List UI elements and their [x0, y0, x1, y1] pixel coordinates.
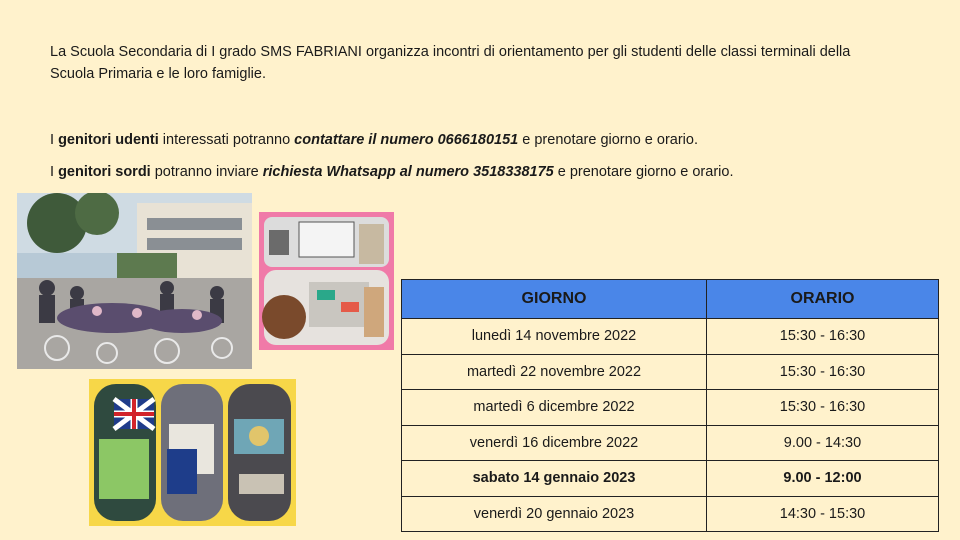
row-time: 15:30 - 16:30 [707, 354, 939, 390]
hearing-phone: contattare il numero 0666180151 [294, 132, 519, 148]
hearing-prefix: I [50, 132, 59, 148]
row-day: venerdì 16 dicembre 2022 [402, 425, 707, 461]
students-outdoor-photo [17, 193, 252, 369]
deaf-middle: potranno inviare [150, 164, 263, 180]
row-day: sabato 14 gennaio 2023 [402, 461, 707, 497]
hearing-suffix: e prenotare giorno e orario. [518, 132, 698, 148]
row-day: martedì 6 dicembre 2022 [402, 390, 707, 426]
row-day: lunedì 14 novembre 2022 [402, 319, 707, 355]
deaf-parents-info [50, 162, 733, 182]
deaf-subject: genitori sordi [58, 164, 151, 180]
table-row [402, 390, 939, 426]
table-row [402, 319, 939, 355]
table-row [402, 461, 939, 497]
classroom-activity-photo [259, 212, 394, 350]
english-lesson-collage [89, 379, 296, 526]
header-day: GIORNO [402, 280, 707, 319]
deaf-whatsapp: richiesta Whatsapp al numero 3518338175 [262, 164, 554, 180]
row-day: venerdì 20 gennaio 2023 [402, 496, 707, 532]
intro-paragraph: La Scuola Secondaria di I grado SMS FABRIANI organizza incontri di orientamento per gli studenti delle classi terminali della Scuola Primaria e le loro famiglie. [50, 44, 851, 82]
row-day: martedì 22 novembre 2022 [402, 354, 707, 390]
table-row [402, 496, 939, 532]
table-row [402, 354, 939, 390]
row-time: 15:30 - 16:30 [707, 390, 939, 426]
hearing-middle: interessati potranno [158, 132, 295, 148]
row-time: 9.00 - 12:00 [707, 461, 939, 497]
row-time: 14:30 - 15:30 [707, 496, 939, 532]
deaf-prefix: I [50, 164, 59, 180]
table-row [402, 425, 939, 461]
schedule-table [401, 279, 939, 532]
deaf-suffix: e prenotare giorno e orario. [553, 164, 734, 180]
header-time: ORARIO [707, 280, 939, 319]
hearing-parents-info [50, 130, 698, 150]
schedule-header-row [402, 280, 939, 319]
row-time: 15:30 - 16:30 [707, 319, 939, 355]
row-time: 9.00 - 14:30 [707, 425, 939, 461]
hearing-subject: genitori udenti [58, 132, 159, 148]
